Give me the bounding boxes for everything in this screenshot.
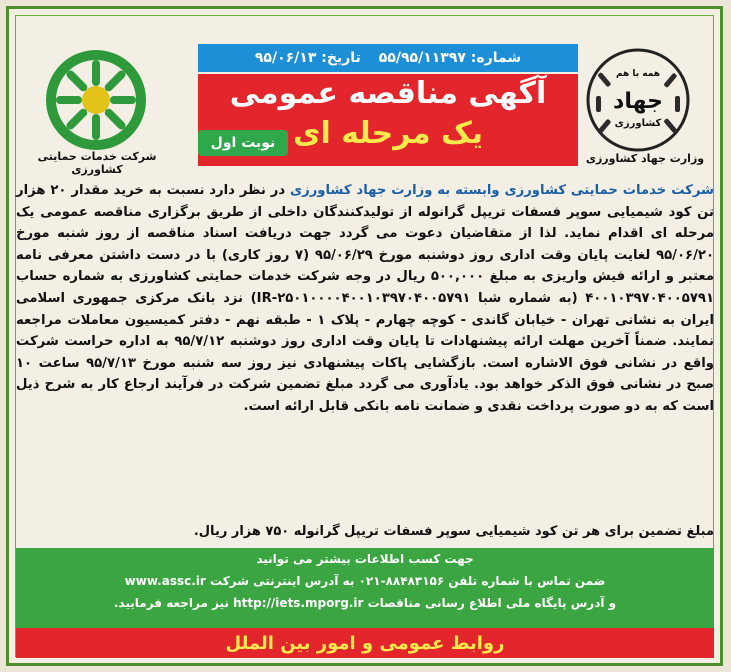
department-footer: روابط عمومی و امور بین الملل — [16, 628, 714, 658]
contact-info-line-3: و آدرس پایگاه ملی اطلاع رسانی مناقصات http://iets.mporg.ir نیز مراجعه فرمایید. — [113, 596, 617, 610]
contact-info-line-2: ضمن تماس با شماره تلفن ۸۸۴۸۳۱۵۶-۰۲۱ به آدرس اینترنتی شرکت www.assc.ir — [124, 574, 606, 588]
tender-date: تاریخ: ۹۵/۰۶/۱۳ — [254, 50, 361, 66]
ministry-logo-top-text: همه با هم — [615, 69, 661, 79]
paragraph-text: در نظر دارد نسبت به خرید مقدار ۲۰ هزار تن کود شیمیایی سوپر فسفات تریپل گرانوله از تولیدکنندگان داخلی از طریق برگزاری مناقصه عمومی یک مرحله ای اقدام نماید. لذا از متقاضیان دعوت می گردد جهت دریافت اسناد مناقصه از روز شنبه مورخ ۹۵/۰۶/۲۰ لغایت پایان وقت اداری روز دوشنبه مورخ ۹۵/۰۶/۲۹ (۷ روز کاری) با در دست داشتن معرفی نامه معتبر و ارائه فیش واریزی به مبلغ ۵۰۰,۰۰۰ ریال در وجه شرکت خدمات حمایتی کشاورزی به شماره حساب ۴۰۰۱۰۳۹۷۰۴۰۰۵۷۹۱ (به شماره شبا IR-۲۵۰۱۰۰۰۰۴۰۰۱۰۳۹۷۰۴۰۰۵۷۹۱) نزد بانک مرکزی جمهوری اسلامی ایران به نشانی تهران - خیابان گاندی - کوچه چهارم - پلاک ۱ - طبقه نهم - دفتر کمیسیون معاملات مراجعه نمایند. ضمناً آخرین مهلت ارائه پیشنهادات تا پایان وقت اداری روز دوشنبه ۹۵/۷/۱۲ به اداره حراست شرکت واقع در نشانی فوق الاشاره است. بازگشایی پاکات پیشنهادی نیز روز سه شنبه مورخ ۹۵/۷/۱۳ ساعت ۱۰ صبح در نشانی فوق الذکر خواهد بود. یادآوری می گردد مبلغ تضمین شرکت در فرآیند ارجاع کار به شرح ذیل است که به دو صورت پرداخت نقدی و ضمانت نامه بانکی قابل ارائه است. — [16, 183, 714, 414]
ministry-logo-main-text: جهاد — [613, 89, 663, 114]
ministry-logo-caption: وزارت جهاد کشاورزی — [585, 152, 705, 165]
company-logo-caption: شرکت خدمات حمایتی کشاورزی — [37, 150, 157, 176]
tender-number: شماره: ۵۵/۹۵/۱۱۳۹۷ — [378, 50, 522, 66]
number-date-bar — [198, 44, 578, 72]
title-line-2: یک مرحله ای — [293, 116, 483, 151]
lead-text: شرکت خدمات حمایتی کشاورزی وابسته به وزارت جهاد کشاورزی — [290, 183, 714, 198]
ministry-logo-icon — [582, 44, 694, 156]
ministry-logo-sub-text: کشاورزی — [614, 118, 662, 129]
announcement-body — [16, 180, 714, 418]
title-line-1: آگهی مناقصه عمومی — [229, 76, 547, 111]
company-logo-icon — [40, 44, 152, 156]
guarantee-amount: مبلغ تضمین برای هر تن کود شیمیایی سوپر فسفات تریپل گرانوله ۷۵۰ هزار ریال. — [193, 524, 714, 539]
contact-info-line-1: جهت کسب اطلاعات بیشتر می توانید — [256, 552, 474, 566]
round-badge: نوبت اول — [198, 130, 288, 156]
announcement-paragraph — [16, 180, 714, 418]
